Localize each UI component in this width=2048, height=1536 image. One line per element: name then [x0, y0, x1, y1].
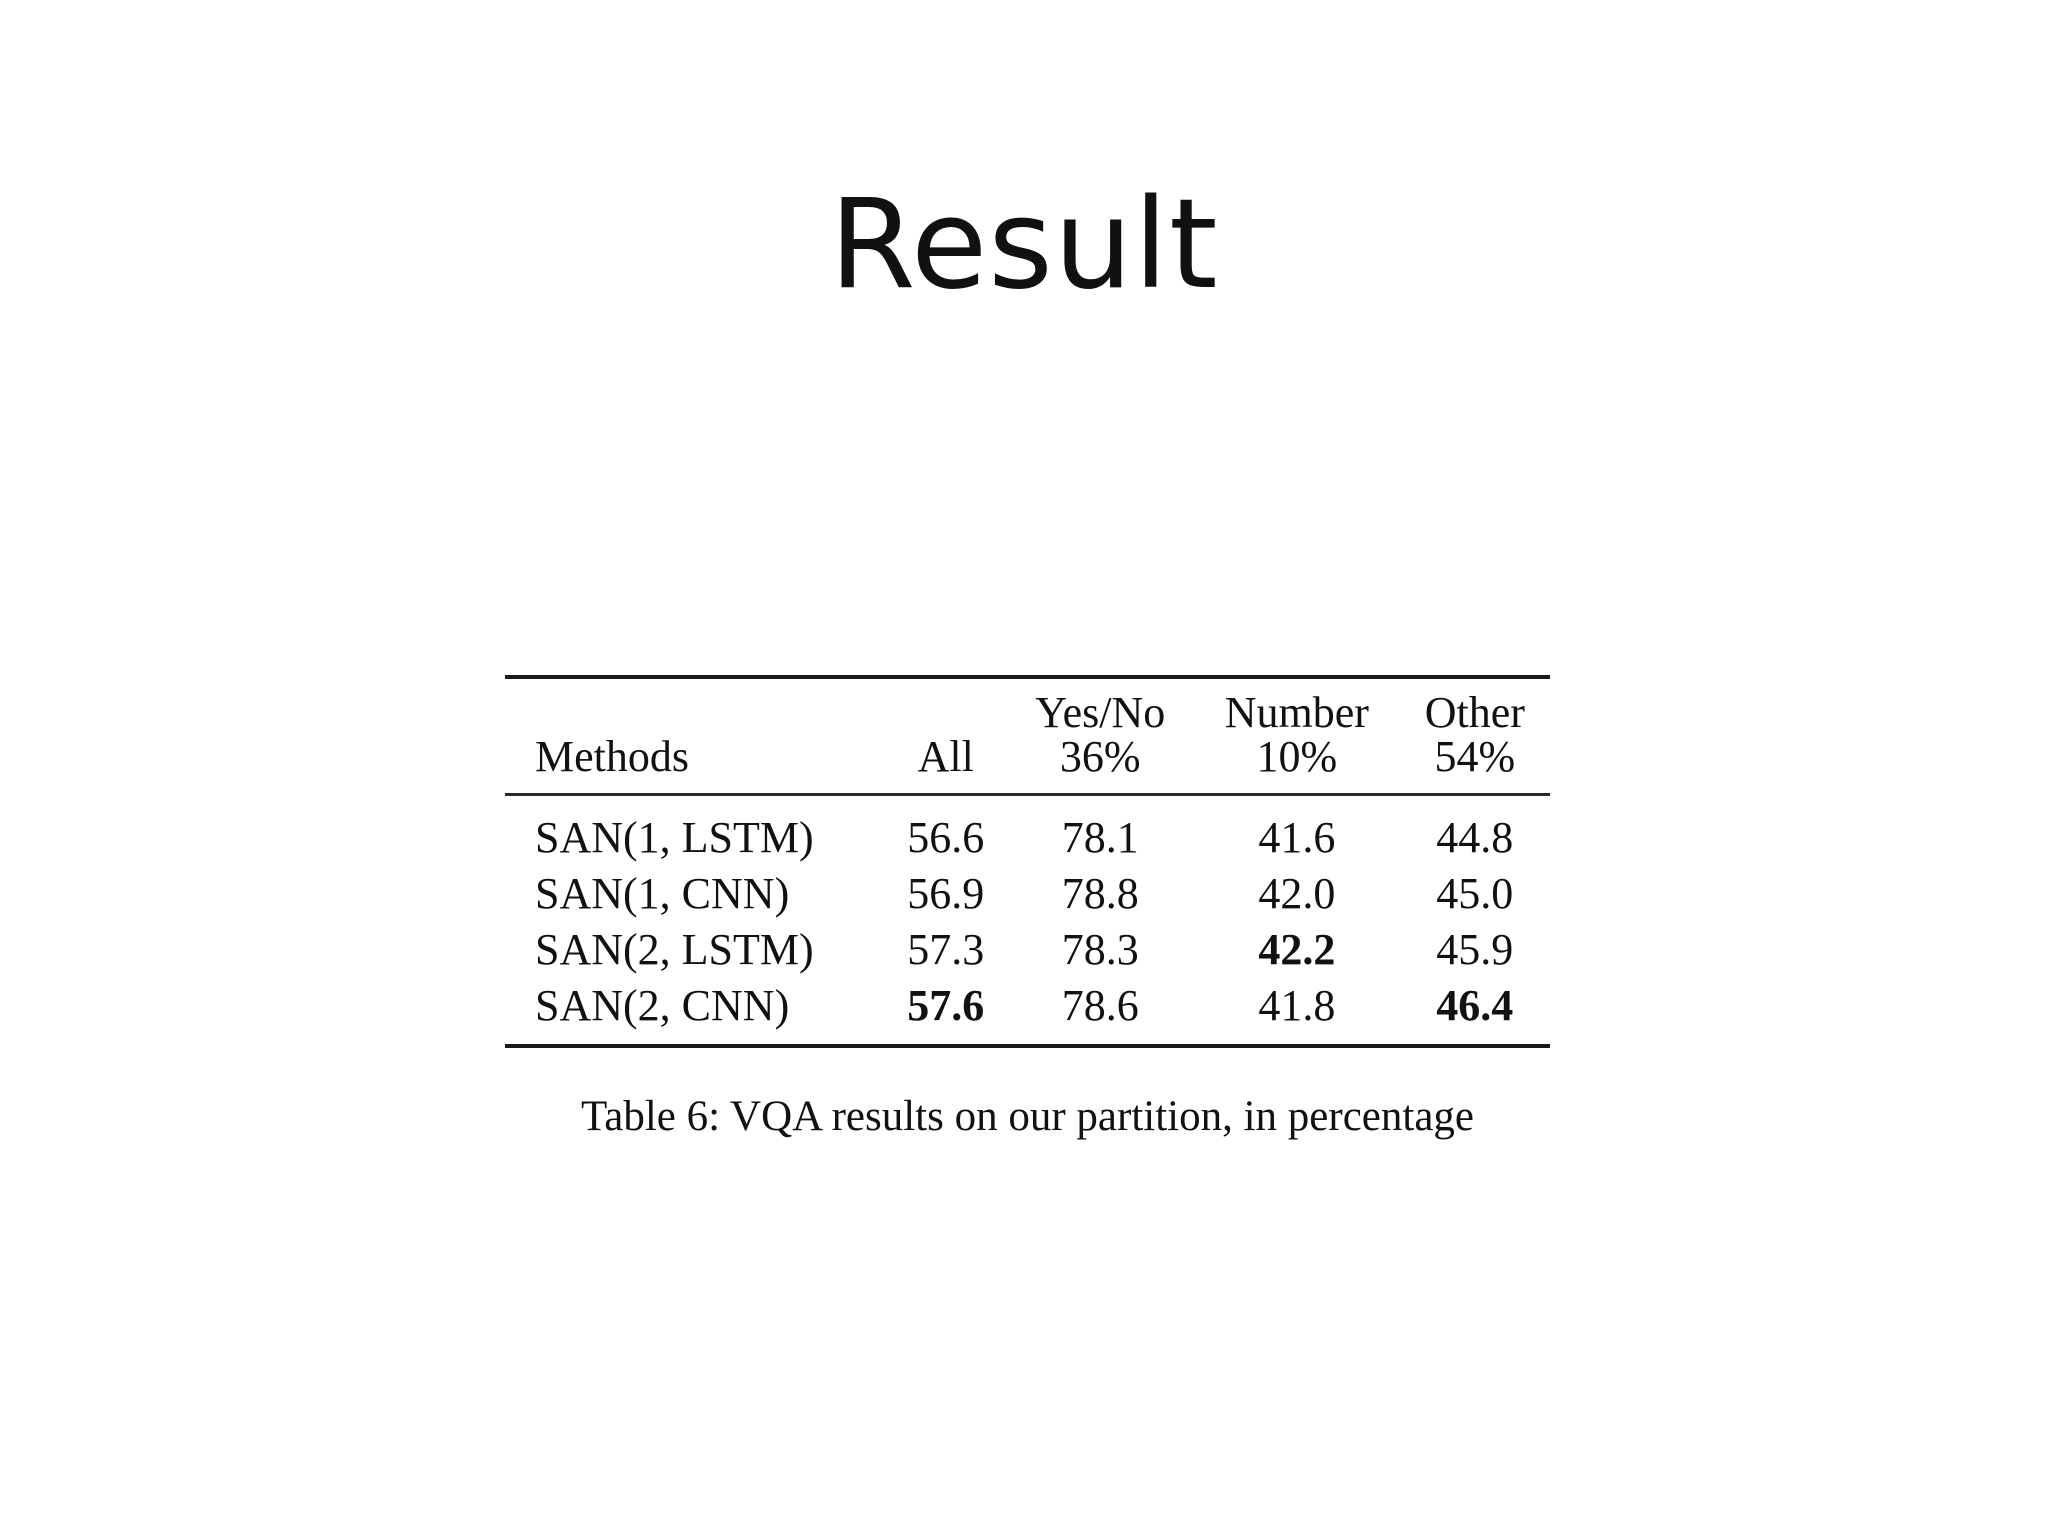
cell-method: SAN(2, CNN) [535, 981, 790, 1030]
header-number-label: Number [1224, 688, 1369, 737]
cell-all: 57.3 [907, 925, 985, 974]
cell-other-best: 46.4 [1436, 981, 1514, 1030]
cell-yesno: 78.3 [1061, 925, 1139, 974]
cell-number: 41.8 [1258, 981, 1336, 1030]
cell-other: 45.9 [1436, 925, 1514, 974]
cell-number: 41.6 [1258, 813, 1336, 862]
header-yesno-share: 36% [1059, 732, 1141, 781]
table-row [505, 978, 1550, 1046]
table-row [505, 922, 1550, 978]
results-table [505, 675, 1550, 1048]
header-yesno-label: Yes/No [1035, 688, 1166, 737]
table-caption: Table 6: VQA results on our partition, in percentage [580, 1093, 1474, 1140]
cell-other: 45.0 [1436, 869, 1514, 918]
cell-number-best: 42.2 [1258, 925, 1336, 974]
header-other [1400, 677, 1550, 795]
header-other-label: Other [1424, 688, 1525, 737]
slide-title: Result [829, 173, 1219, 317]
cell-all-best: 57.6 [907, 981, 985, 1030]
header-number [1194, 677, 1399, 795]
cell-yesno: 78.8 [1061, 869, 1139, 918]
cell-method: SAN(2, LSTM) [535, 925, 814, 974]
table-row [505, 866, 1550, 922]
cell-yesno: 78.1 [1061, 813, 1139, 862]
cell-all: 56.9 [907, 869, 985, 918]
table-row [505, 795, 1550, 867]
cell-method: SAN(1, LSTM) [535, 813, 814, 862]
cell-other: 44.8 [1436, 813, 1514, 862]
header-other-share: 54% [1434, 732, 1516, 781]
cell-number: 42.0 [1258, 869, 1336, 918]
header-methods: Methods [535, 732, 689, 781]
header-all: All [917, 732, 974, 781]
cell-yesno: 78.6 [1061, 981, 1139, 1030]
cell-method: SAN(1, CNN) [535, 869, 790, 918]
header-number-share: 10% [1256, 732, 1338, 781]
table-header-row [505, 677, 1550, 795]
header-yesno [1006, 677, 1194, 795]
results-table-figure [505, 675, 1550, 1141]
cell-all: 56.6 [907, 813, 985, 862]
